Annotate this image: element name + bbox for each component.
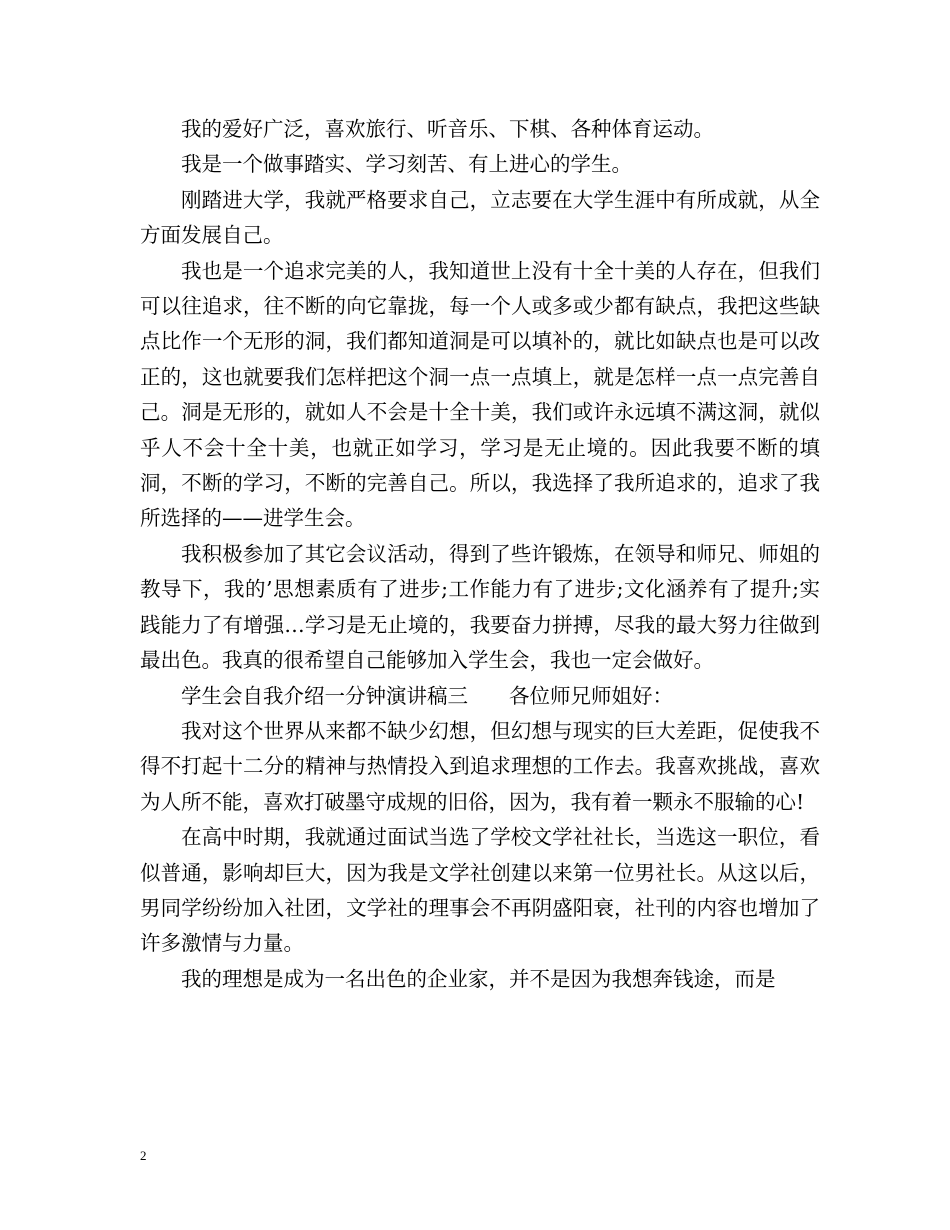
paragraph-hobbies: 我的爱好广泛，喜欢旅行、听音乐、下棋、各种体育运动。 — [181, 117, 714, 141]
paragraph-university-goal: 刚踏进大学，我就严格要求自己，立志要在大学生涯中有所成就，从全方面发展自己。 — [140, 187, 820, 248]
paragraph-activities: 我积极参加了其它会议活动，得到了些许锻炼，在领导和师兄、师姐的教导下，我的’思想素质有了进步;工作能力有了进步;文化涵养有了提升;实践能力了有增强…学习是无止境的，我要奋力拼搏，尽我的最大努力往做到最出色。我真的很希望自己能够加入学生会，我也一定会做好。 — [140, 541, 820, 673]
body-text — [140, 112, 820, 997]
paragraph-dreams: 我对这个世界从来都不缺少幻想，但幻想与现实的巨大差距，促使我不得不打起十二分的精神与热情投入到追求理想的工作去。我喜欢挑战，喜欢为人所不能，喜欢打破墨守成规的旧俗，因为，我有着一颗永不服输的心! — [140, 718, 820, 814]
paragraph-speech-heading: 学生会自我介绍一分钟演讲稿三 各位师兄师姐好： — [181, 683, 673, 708]
page-number: 2 — [140, 1148, 147, 1163]
paragraph-perfection: 我也是一个追求完美的人，我知道世上没有十全十美的人存在，但我们可以往追求，往不断的向它靠拢，每一个人或多或少都有缺点，我把这些缺点比作一个无形的洞，我们都知道洞是可以填补的，就比如缺点也是可以改正的，这也就要我们怎样把这个洞一点一点填上，就是怎样一点一点完善自己。洞是无形的，就如人不会是十全十美，我们或许永远填不满这洞，就似乎人不会十全十美，也就正如学习，学习是无止境的。因此我要不断的填洞，不断的学习，不断的完善自己。所以，我选择了我所追求的，追求了我所选择的——进学生会。 — [140, 258, 820, 531]
paragraph-literature-club: 在高中时期，我就通过面试当选了学校文学社社长，当选这一职位，看似普通，影响却巨大，因为我是文学社创建以来第一位男社长。从这以后，男同学纷纷加入社团，文学社的理事会不再阴盛阳衰，社刊的内容也增加了许多激情与力量。 — [140, 825, 820, 956]
paragraph-character: 我是一个做事踏实、学习刻苦、有上进心的学生。 — [181, 152, 632, 177]
paragraph-ideal: 我的理想是成为一名出色的企业家，并不是因为我想奔钱途，而是 — [181, 966, 776, 991]
